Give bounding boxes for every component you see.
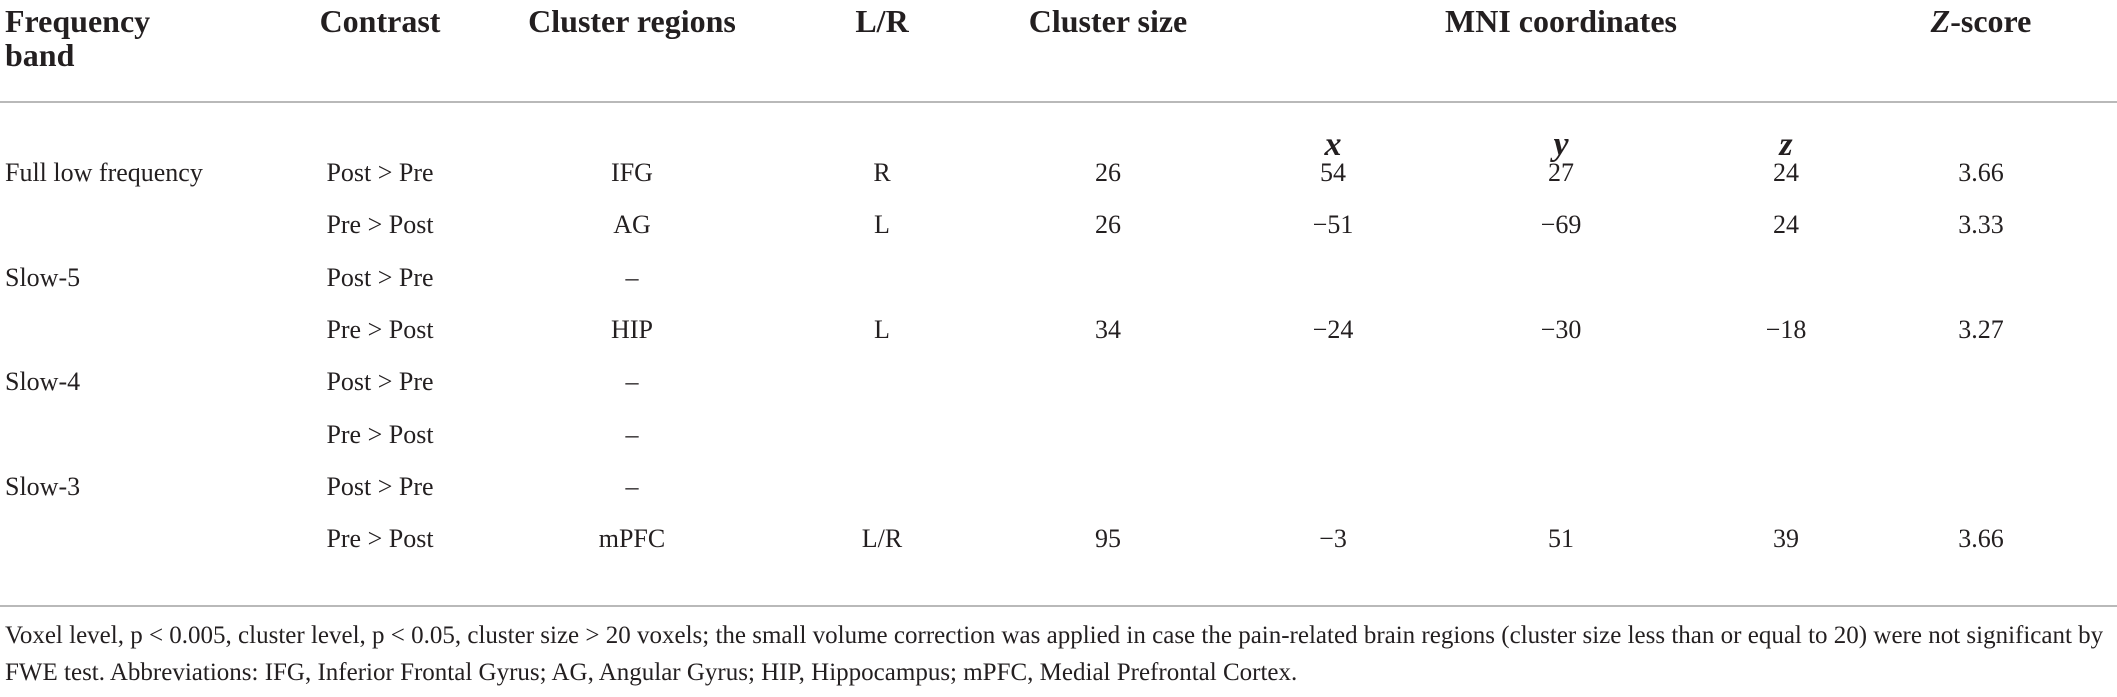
table-row	[0, 252, 2117, 304]
header-z-score	[1931, 4, 2032, 38]
cell-cluster-region: –	[625, 367, 639, 397]
cell-cluster-size: 95	[1095, 524, 1121, 554]
cell-cluster-region: IFG	[611, 158, 653, 187]
cell-frequency-band: Slow-5	[5, 262, 81, 292]
header-rule	[0, 101, 2117, 103]
cell-lr: L	[874, 314, 890, 344]
header-contrast: Contrast	[319, 3, 441, 39]
cell-frequency-band: Slow-3	[5, 471, 81, 501]
cell-mni-y: 51	[1548, 524, 1574, 554]
table-footnote: Voxel level, p < 0.005, cluster level, p < 0.05, cluster size > 20 voxels; the small volume correction was applied in case the pain-related brain regions (cluster size less than or equal to 20) were not significant by FWE test. Abbreviations: IFG, Inferior Frontal Gyrus; AG, Angular Gyrus; HIP, Hippocampus; mPFC, Medial Prefrontal Cortex.	[5, 622, 2104, 686]
cell-mni-z: 24	[1773, 210, 1799, 240]
table-row	[0, 199, 2117, 251]
table-row	[0, 356, 2117, 408]
subheader-x: x	[1324, 126, 1342, 163]
cell-frequency-band: Slow-4	[5, 367, 81, 397]
table-row	[0, 304, 2117, 356]
cell-mni-x: 54	[1320, 158, 1346, 187]
subheader-y: y	[1553, 126, 1569, 163]
header-frequency-band: Frequency band	[5, 3, 151, 73]
cell-z-score: 3.33	[1958, 210, 2004, 240]
cell-contrast: Post > Pre	[326, 158, 434, 187]
cell-mni-z: −18	[1765, 314, 1807, 344]
cell-cluster-region: HIP	[611, 314, 653, 344]
footer-rule	[0, 605, 2117, 607]
cell-contrast: Pre > Post	[326, 524, 434, 554]
cell-mni-x: −24	[1312, 314, 1354, 344]
cell-mni-z: 39	[1773, 524, 1799, 554]
cell-cluster-region: –	[625, 471, 639, 501]
table-row	[0, 409, 2117, 461]
cell-cluster-region: –	[625, 419, 639, 449]
cell-contrast: Pre > Post	[326, 210, 434, 240]
header-z-suffix: -score	[1950, 3, 2032, 39]
cell-contrast: Pre > Post	[326, 419, 434, 449]
cell-mni-x: −3	[1319, 524, 1347, 554]
cell-z-score: 3.66	[1958, 524, 2004, 554]
table-row	[0, 461, 2117, 513]
cell-lr: L	[874, 210, 890, 240]
cell-frequency-band: Full low frequency	[5, 158, 203, 187]
header-lr: L/R	[855, 3, 909, 39]
cell-z-score: 3.66	[1958, 158, 2004, 187]
cell-mni-x: −51	[1312, 210, 1354, 240]
cell-contrast: Post > Pre	[326, 367, 434, 397]
header-z-letter: Z	[1930, 3, 1951, 39]
cell-lr: L/R	[861, 524, 903, 554]
cell-mni-z: 24	[1773, 158, 1799, 187]
table-row	[0, 513, 2117, 565]
cell-cluster-size: 34	[1095, 314, 1121, 344]
cell-cluster-size: 26	[1095, 210, 1121, 240]
cell-cluster-region: AG	[613, 210, 651, 240]
cell-cluster-region: –	[625, 262, 639, 292]
cell-z-score: 3.27	[1958, 314, 2004, 344]
header-cluster-regions: Cluster regions	[528, 3, 736, 39]
cell-mni-y: −69	[1540, 210, 1582, 240]
cell-contrast: Pre > Post	[326, 314, 434, 344]
cell-contrast: Post > Pre	[326, 262, 434, 292]
cell-cluster-size: 26	[1095, 158, 1121, 187]
header-cluster-size: Cluster size	[1028, 3, 1188, 39]
cell-lr: R	[873, 158, 891, 187]
header-mni-coordinates: MNI coordinates	[1445, 3, 1677, 39]
cell-cluster-region: mPFC	[598, 524, 666, 554]
cell-mni-y: 27	[1548, 158, 1574, 187]
subheader-z: z	[1779, 126, 1793, 163]
table-row	[0, 147, 2117, 199]
cell-mni-y: −30	[1540, 314, 1582, 344]
cell-contrast: Post > Pre	[326, 471, 434, 501]
